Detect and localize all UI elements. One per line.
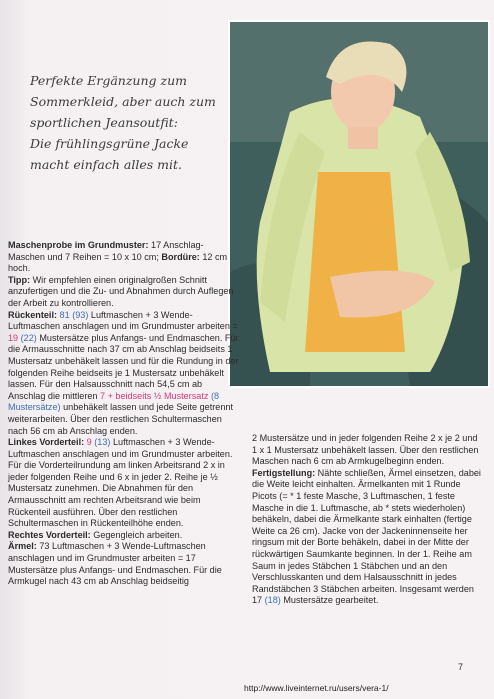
gauge-label: Maschenprobe im Grundmuster:	[8, 240, 149, 250]
left-front-label: Linkes Vorderteil:	[8, 437, 85, 448]
page-number: 7	[458, 662, 464, 672]
intro-line: Perfekte Ergänzung zum	[30, 73, 187, 88]
border-label: Bordüre:	[161, 251, 200, 262]
intro-caption	[30, 70, 230, 175]
intro-line: Sommerkleid, aber auch zum	[30, 94, 216, 109]
finishing-text: Nähte schließen, Ärmel einsetzen, dabei die Weite leicht einhalten. Ärmelkanten mit 1 Runde Picots (= * 1 feste Masche, 3 Luftmaschen, 1 feste Masche in die 1. Luftmasche, ab * stets wiederholen) behäkeln, dabei die Ärmelkante stark einhalten (fertige Weite ca 26 cm). Jacke von der Jackeninnenseite her ringsum mit der Borte behäkeln, dabei in der Mitte der rückwärtigen Saumkante beginnen. In der 1. Reihe am Saum in jedes Stäbchen 1 Stäbchen und an den Verschlusskanten und dem Halsausschnitt in jedes Randstäbchen 3 Stäbchen arbeiten. Insgesamt werden 17	[252, 467, 481, 606]
back-text: unbehäkelt lassen und jede Seite getrennt weiterarbeiten. Über den restlichen Schultermaschen nach 56 cm ab Anschlag enden.	[8, 402, 233, 436]
size-number: (8 Mustersätze)	[8, 390, 220, 413]
size-number: (18)	[264, 595, 281, 606]
size-number: 7 + beidseits ½ Mustersatz	[100, 390, 209, 401]
right-front-label: Rechtes Vorderteil:	[8, 529, 91, 540]
instructions-right-column	[252, 433, 482, 607]
size-number: 19	[8, 332, 19, 343]
size-number: 81	[57, 309, 73, 320]
back-text: Luftmaschen + 3 Wende-Luftmaschen anschlagen und im Grundmuster arbeiten =	[8, 309, 238, 332]
size-number: (13)	[94, 437, 111, 448]
size-number: (22)	[20, 332, 37, 343]
intro-line: macht einfach alles mit.	[30, 157, 182, 172]
border-text: 12 cm hoch.	[8, 251, 228, 274]
intro-line: sportlichen Jeansoutfit:	[30, 115, 178, 130]
instructions-left-column	[8, 240, 240, 588]
source-watermark: http://www.liveinternet.ru/users/vera-1/	[244, 683, 389, 693]
tip-text: Wir empfehlen einen originalgroßen Schnitt anzufertigen und die Zu- und Abnahmen durch Auflegen der Arbeit zu kontrollieren.	[8, 274, 234, 308]
left-front-text: Luftmaschen + 3 Wende-Luftmaschen anschlagen und im Grundmuster arbeiten. Für die Vorderteilrundung am linken Arbeitsrand 2 x in jeder folgenden Reihe und 6 x in jeder 2. Reihe je ½ Mustersatz zunehmen. Die Abnahmen für den Armausschnitt am rechten Arbeitsrand wie beim Rückenteil ausführen. Über den restlichen Schultermaschen in Rückenteilhöhe enden.	[8, 437, 233, 529]
intro-line: Die frühlingsgrüne Jacke	[30, 136, 189, 151]
size-number: 9	[84, 437, 95, 448]
finishing-text: Mustersätze gearbeitet.	[280, 595, 379, 606]
model-photo-illustration	[230, 22, 488, 386]
back-text: Mustersätze plus Anfangs- und Endmaschen. Für die Armausschnitte nach 37 cm ab Anschlag beidseits 1 Mustersatz unbehäkelt lassen und für die Rundung in der folgenden Reihe beidseits je 1 Mustersatz unbehäkelt lassen. Für den Halsausschnitt nach 54,5 cm ab Anschlag die mittleren	[8, 332, 239, 401]
tip-label: Tipp:	[8, 274, 31, 285]
back-label: Rückenteil:	[8, 309, 58, 320]
finishing-label: Fertigstellung:	[252, 467, 316, 478]
size-number: (93)	[72, 309, 89, 320]
sleeve-text: 73 Luftmaschen + 3 Wende-Luftmaschen anschlagen und im Grundmuster arbeiten = 17 Mustersätze plus Anfangs- und Endmaschen. Für die Armkugel nach 43 cm ab Anschlag beidseitig	[8, 541, 222, 587]
model-photo	[228, 20, 490, 388]
sleeve-label: Ärmel:	[8, 541, 37, 552]
sleeve-continued-text: 2 Mustersätze und in jeder folgenden Reihe 2 x je 2 und 1 x 1 Mustersatz unbehäkelt lassen. Über den restlichen Maschen nach 6 cm ab Armkugelbeginn enden.	[252, 433, 479, 467]
gauge-text: 17 Anschlag-Maschen und 7 Reihen = 10 x 10 cm;	[8, 240, 204, 262]
right-front-text: Gegengleich arbeiten.	[90, 529, 183, 540]
